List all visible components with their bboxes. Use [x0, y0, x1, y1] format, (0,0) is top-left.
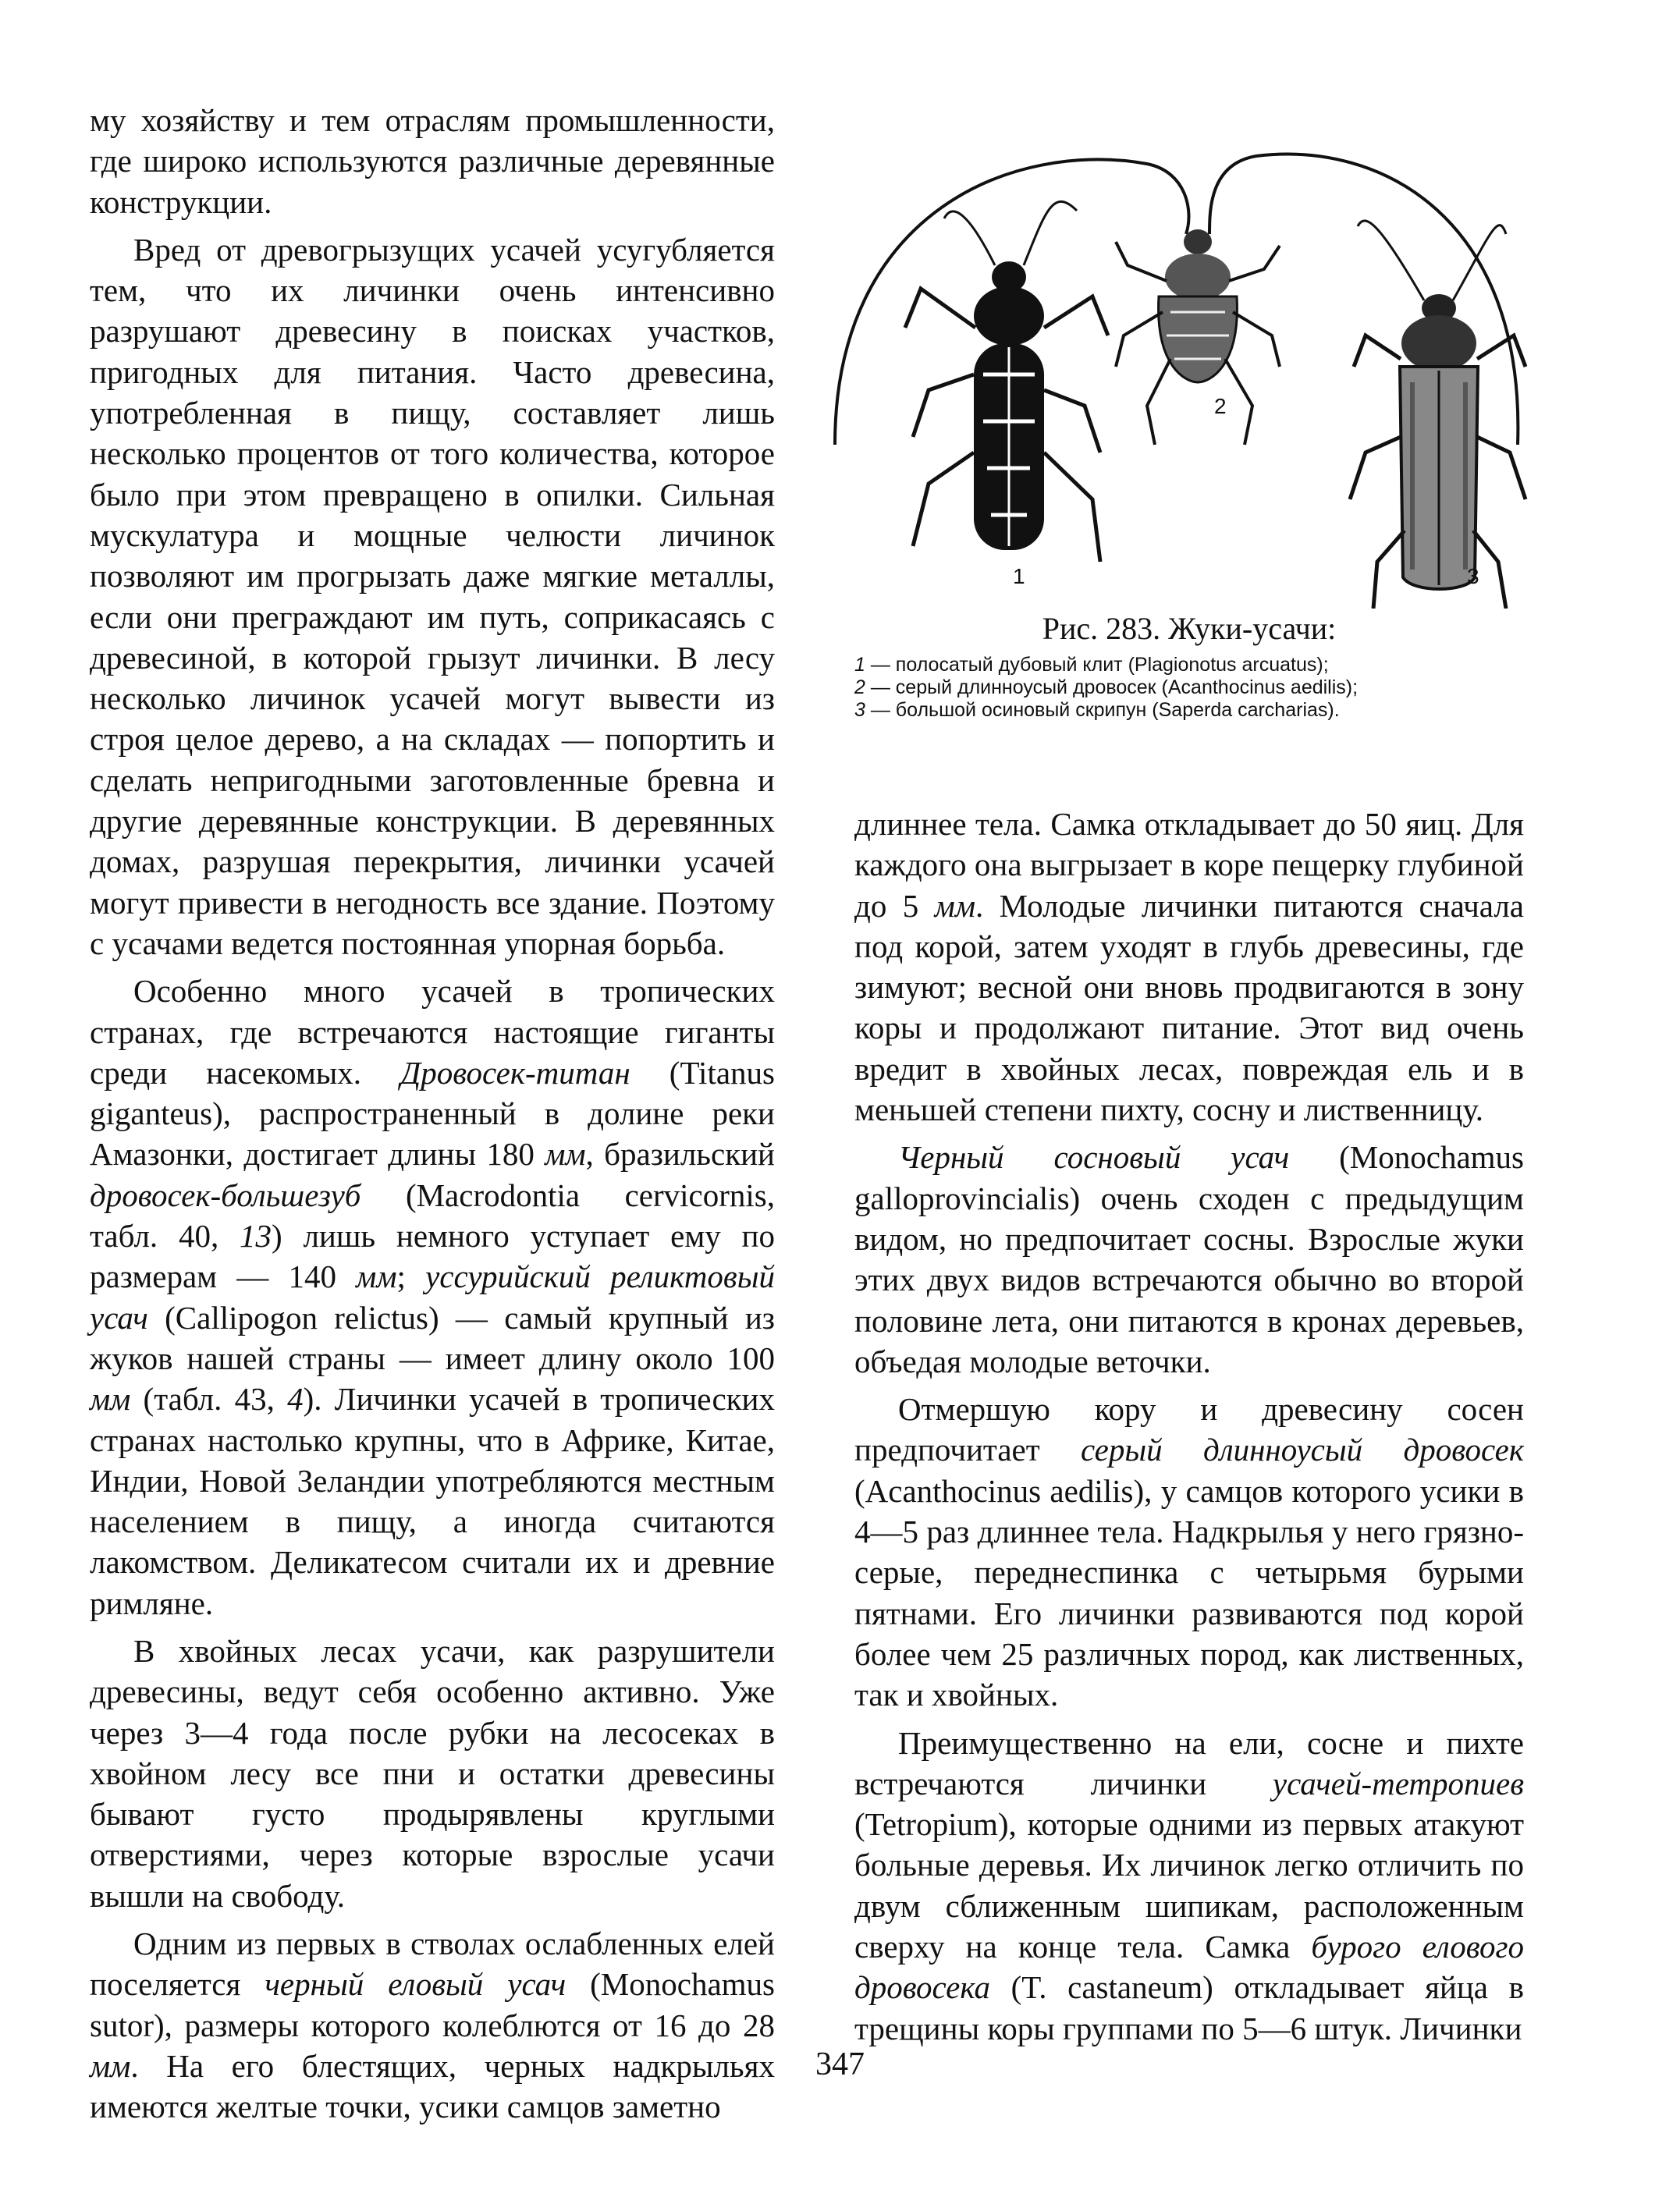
- paragraph: Черный сосновый усач (Monochamus galloprovincialis) очень сходен с предыдущим видом, но предпочитает сосны. Взрослые жуки этих двух видов встречаются обычно во второй половине лета, они питаются в кронах деревьев, объедая молодые веточки.: [854, 1139, 1524, 1379]
- paragraph: Одним из первых в стволах ослабленных елей поселяется черный еловый усач (Monochamus sutor), размеры которого колеблются от 16 до 28 мм. На его блестящих, черных надкрыльях имеются желтые точки, усики самцов заметно: [90, 1926, 775, 2125]
- figure-caption-list: [854, 654, 1524, 722]
- caption-item: 3 — большой осиновый скрипун (Saperda carcharias).: [854, 699, 1340, 721]
- paragraph: длиннее тела. Самка откладывает до 50 яиц. Для каждого она выгрызает в коре пещерку глубиной до 5 мм. Молодые личинки питаются сначала под корой, затем уходят в глубь древесины, где зимуют; весной они вновь продвигаются в зону коры и продолжают питание. Этот вид очень вредит в хвойных лесах, повреждая ель и в меньшей степени пихту, сосну и лиственницу.: [854, 806, 1524, 1128]
- beetle-1-figure: [905, 201, 1108, 562]
- caption-item: 1 — полосатый дубовый клит (Plagionotus arcuatus);: [854, 654, 1329, 676]
- beetle-3-figure: [1350, 221, 1525, 609]
- page-number: 347: [815, 2046, 865, 2082]
- figure-label-3: 3: [1467, 564, 1479, 588]
- left-column: [90, 100, 775, 2135]
- paragraph: Отмершую кору и древесину сосен предпочитает серый длинноусый дровосек (Acanthocinus aedilis), у самцов которого усики в 4—5 раз длиннее тела. Надкрылья у него грязно-серые, переднеспинка с четырьмя бурыми пятнами. Его личинки развиваются под корой более чем 25 различных пород, как лиственных, так и хвойных.: [854, 1391, 1525, 1713]
- beetle-2-figure: [1116, 229, 1280, 445]
- caption-item: 2 — серый длинноусый дровосек (Acanthocinus aedilis);: [854, 676, 1359, 698]
- right-column: [854, 804, 1524, 2056]
- paragraph: Вред от древогрызущих усачей усугубляется тем, что их личинки очень интенсивно разрушают древесину в поисках участков, пригодных для питания. Часто древесина, употребленная в пищу, составляет лишь несколько процентов от того количества, которое было при этом превращено в опилки. Сильная мускулатура и мощные челюсти личинок позволяют им прогрызать даже мягкие металлы, если они преграждают им путь, соприкасаясь с древесиной, в которой грызут личинки. В лесу несколько личинок усачей могут вывести из строя целое дерево, а на складах — попортить и сделать непригодными заготовленные бревна и другие деревянные конструкции. В деревянных домах, разрушая перекрытия, личинки усачей могут привести в негодность все здание. Поэтому с усачами ведется постоянная упорная борьба.: [90, 231, 775, 961]
- figure-caption-title: Рис. 283. Жуки-усачи:: [1042, 611, 1337, 646]
- beetles-illustration: [819, 109, 1545, 609]
- figure-label-1: 1: [1013, 564, 1025, 588]
- figure-label-2: 2: [1214, 394, 1227, 418]
- paragraph: Особенно много усачей в тропических странах, где встречаются настоящие гиганты среди насекомых. Дровосек-титан (Titanus giganteus), распространенный в долине реки Амазонки, достигает длины 180 мм, бразильский дровосек-большезуб (Macrodontia cervicornis, табл. 40, 13) лишь немного уступает ему по размерам — 140 мм; уссурийский реликтовый усач (Callipogon relictus) — самый крупный из жуков нашей страны — имеет длину около 100 мм (табл. 43, 4). Личинки усачей в тропических странах настолько крупны, что в Африке, Китае, Индии, Новой Зеландии употребляются местным населением в пищу, а иногда считаются лакомством. Деликатесом считали их и древние римляне.: [90, 973, 776, 1621]
- paragraph: В хвойных лесах усачи, как разрушители древесины, ведут себя особенно активно. Уже через 3—4 года после рубки на лесосеках в хвойном лесу все пни и остатки древесины бывают густо продырявлены круглыми отверстиями, через которые взрослые усачи вышли на свободу.: [90, 1632, 775, 1914]
- paragraph: Преимущественно на ели, сосне и пихте встречаются личинки усачей-тетропиев (Tetropium), которые одними из первых атакуют больные деревья. Их личинок легко отличить по двум сближенным шипикам, расположенным сверху на конце тела. Самка бурого елового дровосека (T. castaneum) откладывает яйца в трещины коры группами по 5—6 штук. Личинки: [854, 1724, 1524, 2046]
- paragraph: му хозяйству и тем отраслям промышленности, где широко используются различные деревянные конструкции.: [90, 102, 775, 220]
